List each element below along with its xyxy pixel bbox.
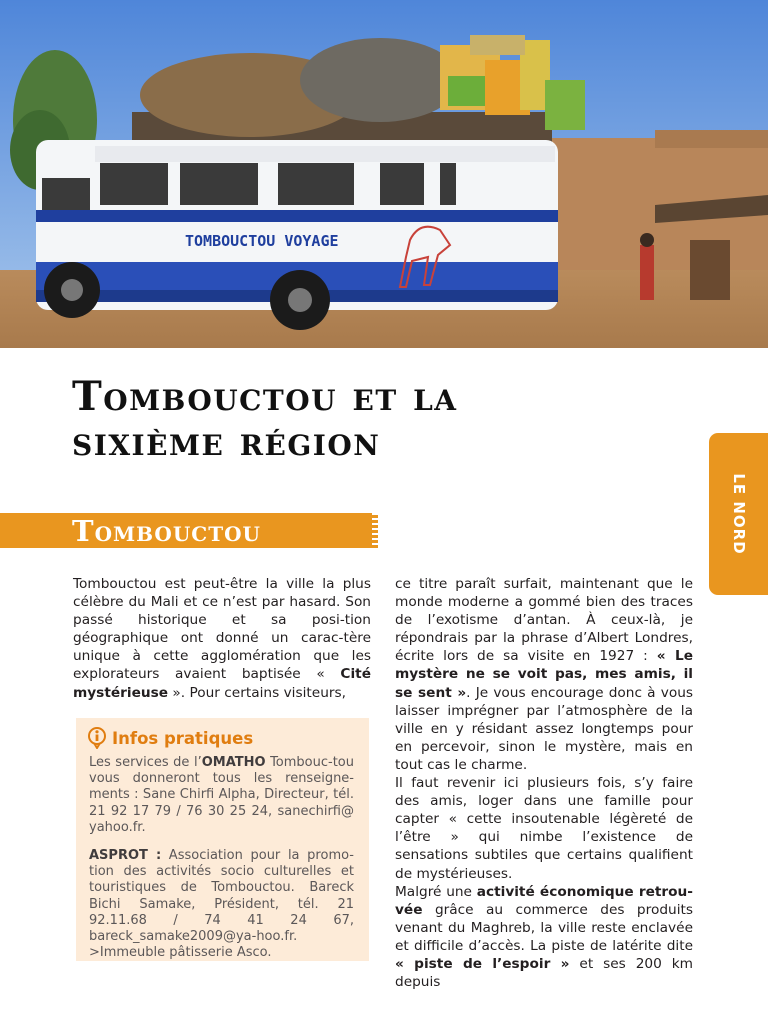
section-heading-bar [0, 513, 372, 548]
emphasis-cite-mysterieuse: Cité mystérieuse [73, 666, 371, 701]
infos-pratiques-box [76, 718, 369, 961]
intro-paragraph: Tombouctou est peut-être la ville la plus célèbre du Mali et ce n’est par hasard. Son passé historique et sa posi-tion géographique ont donné un carac-tère unique à cette agglomération que les explorateurs avaient baptisée « Cité mystérieuse ». Pour certains visiteurs, [73, 576, 371, 701]
paragraph-revenir: Il faut revenir ici plusieurs fois, s’y faire des amis, loger dans une famille pour capter « cette insoutenable légèreté de l’être » qui nimbe l’existence de sensations subtiles que certains qualifient de mystérieuses. [395, 775, 693, 882]
bus-lettering: TOMBOUCTOU VOYAGE [185, 232, 339, 250]
paragraph-economie: Malgré une activité économique retrou-vée grâce au commerce des produits venant du Maghreb, la ville reste enclavée et difficile d’accès. La piste de latérite dite « piste de l’espoir » et ses 200 km depuis [395, 883, 693, 991]
cover-photo [0, 0, 768, 348]
page-title-line-2: sixième région [72, 418, 381, 465]
infos-header [88, 727, 253, 749]
page-title [72, 374, 672, 464]
info-omatho: Les services de l’OMATHO Tombouc-tou vous donneront tous les renseigne-ments : Sane Chirfi Alpha, Directeur, tél. 21 92 17 79 / 76 30 25 24, sanechirfi@ yahoo.fr. [89, 755, 354, 835]
quote-albert-londres: « Le mystère ne se voit pas, mes amis, il se sent » [395, 648, 693, 701]
paragraph-londres: ce titre paraît surfait, maintenant que le monde moderne a gommé bien des traces de l’exotisme d’antan. À ceux-là, je répondrais par la phrase d’Albert Londres, écrite lors de sa visite en 1927 : « Le mystère ne se voit pas, mes amis, il se sent ». Je vous encourage donc à vous laisser imprégner par l’atmosphère de la ville en y résidant assez longtemps pour en percevoir, sinon le mystère, mais en tout cas le charme. [395, 576, 694, 773]
section-title: Tombouctou [72, 514, 261, 548]
section-tab-label: LE NORD [729, 473, 748, 555]
info-icon [88, 727, 106, 749]
info-asprot: ASPROT : Association pour la promo-tion des activités socio culturelles et touristiques de Tombouctou. Bareck Bichi Samake, Président, tél. 21 92.11.68 / 74 41 24 67, bareck_samake2009@ya-hoo.fr. >Immeuble pâtisserie Asco. [89, 848, 354, 961]
body-column-right [395, 575, 693, 991]
infos-title: Infos pratiques [112, 728, 254, 748]
page-title-line-1: Tombouctou et la [72, 373, 458, 420]
body-column-left [73, 575, 371, 702]
bus-photo-illustration [0, 0, 768, 348]
section-tab-le-nord[interactable] [709, 433, 768, 595]
